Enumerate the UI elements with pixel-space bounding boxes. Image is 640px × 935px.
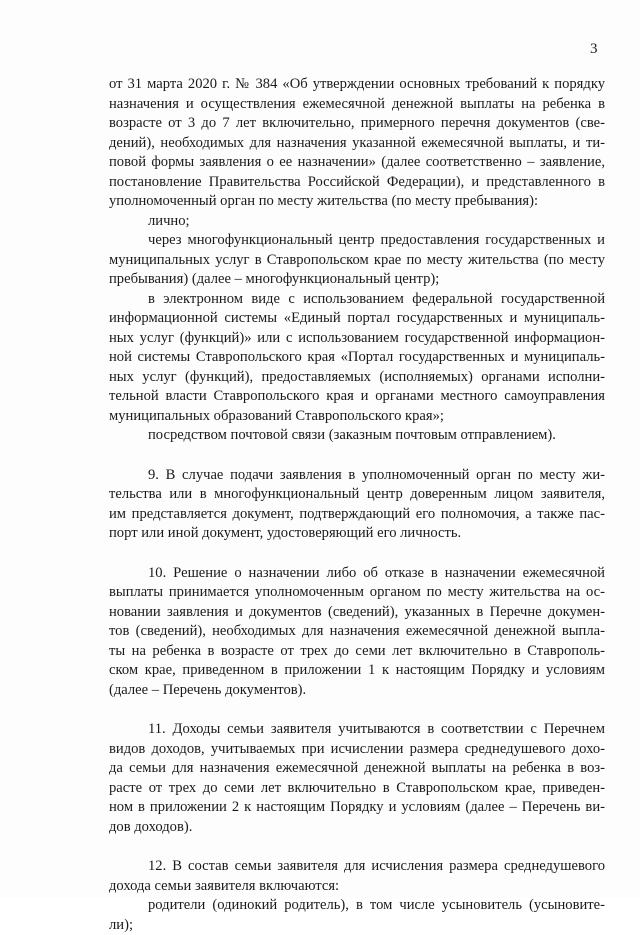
text-line: пребывания) (далее – многофункциональный центр);	[109, 270, 605, 290]
text-line: повой формы заявления о ее назначении» (далее соответственно – заявление,	[109, 153, 605, 173]
text-line: от 31 марта 2020 г. № 384 «Об утверждении основных требований к порядку	[109, 75, 605, 95]
paragraph-personally	[109, 212, 605, 232]
text-line: возрасте от 3 до 7 лет включительно, примерного перечня документов (све-	[109, 114, 605, 134]
text-line: да семьи для назначения ежемесячной денежной выплаты на ребенка в воз-	[109, 759, 605, 779]
paragraph-9	[109, 466, 605, 544]
text-line: (далее – Перечень документов).	[109, 681, 605, 701]
text-line: 12. В состав семьи заявителя для исчисления размера среднедушевого	[109, 857, 605, 877]
paragraph-gap	[109, 544, 605, 564]
text-line: в электронном виде с использованием федеральной государственной	[109, 290, 605, 310]
paragraph-gap	[109, 837, 605, 857]
text-line: через многофункциональный центр предоставления государственных и	[109, 231, 605, 251]
paragraph-electronic	[109, 290, 605, 427]
text-line: ты на ребенка в возрасте от трех до семи лет включительно в Ставрополь-	[109, 642, 605, 662]
text-line: ных услуг (функций), предоставляемых (исполняемых) органами исполни-	[109, 368, 605, 388]
paragraph-gap	[109, 700, 605, 720]
text-line: постановление Правительства Российской Федерации), и представленного в	[109, 173, 605, 193]
paragraph-mfc	[109, 231, 605, 290]
paragraph-10	[109, 564, 605, 701]
text-line: ском крае, приведенном в приложении 1 к настоящим Порядку и условиям	[109, 661, 605, 681]
text-line: лично;	[109, 212, 605, 232]
text-line: ли);	[109, 916, 605, 935]
text-line: видов доходов, учитываемых при исчислении размера среднедушевого дохо-	[109, 740, 605, 760]
paragraph-parents	[109, 896, 605, 935]
paragraph-intro	[109, 75, 605, 212]
text-line: порт или иной документ, удостоверяющий его личность.	[109, 524, 605, 544]
text-line: дохода семьи заявителя включаются:	[109, 877, 605, 897]
text-line: 10. Решение о назначении либо об отказе в назначении ежемесячной	[109, 564, 605, 584]
paragraph-gap	[109, 446, 605, 466]
text-line: расте от трех до семи лет включительно в Ставропольском крае, приведен-	[109, 779, 605, 799]
text-line: им представляется документ, подтверждающий его полномочия, а также пас-	[109, 505, 605, 525]
document-body	[109, 75, 605, 935]
text-line: новании заявления и документов (сведений), указанных в Перечне докумен-	[109, 603, 605, 623]
text-line: дов доходов).	[109, 818, 605, 838]
text-line: родители (одинокий родитель), в том числе усыновитель (усыновите-	[109, 896, 605, 916]
text-line: 9. В случае подачи заявления в уполномоченный орган по месту жи-	[109, 466, 605, 486]
text-line: 11. Доходы семьи заявителя учитываются в соответствии с Перечнем	[109, 720, 605, 740]
text-line: тельной власти Ставропольского края и органами местного самоуправления	[109, 387, 605, 407]
text-line: тельства или в многофункциональный центр доверенным лицом заявителя,	[109, 485, 605, 505]
paragraph-12	[109, 857, 605, 896]
text-line: посредством почтовой связи (заказным почтовым отправлением).	[109, 426, 605, 446]
text-line: ном в приложении 2 к настоящим Порядку и условиям (далее – Перечень ви-	[109, 798, 605, 818]
text-line: ной системы Ставропольского края «Портал государственных и муниципаль-	[109, 348, 605, 368]
text-line: муниципальных образований Ставропольского края»;	[109, 407, 605, 427]
text-line: назначения и осуществления ежемесячной денежной выплаты на ребенка в	[109, 95, 605, 115]
text-line: уполномоченный орган по месту жительства (по месту пребывания):	[109, 192, 605, 212]
paragraph-11	[109, 720, 605, 837]
text-line: муниципальных услуг в Ставропольском крае по месту жительства (по месту	[109, 251, 605, 271]
text-line: информационной системы «Единый портал государственных и муниципаль-	[109, 309, 605, 329]
paragraph-post	[109, 426, 605, 446]
text-line: выплаты принимается уполномоченным органом по месту жительства на ос-	[109, 583, 605, 603]
text-line: ных услуг (функций)» или с использованием государственной информацион-	[109, 329, 605, 349]
text-line: дений), необходимых для назначения указанной ежемесячной выплаты, и ти-	[109, 134, 605, 154]
text-line: тов (сведений), необходимых для назначения ежемесячной денежной выпла-	[109, 622, 605, 642]
page-number: 3	[590, 40, 598, 60]
